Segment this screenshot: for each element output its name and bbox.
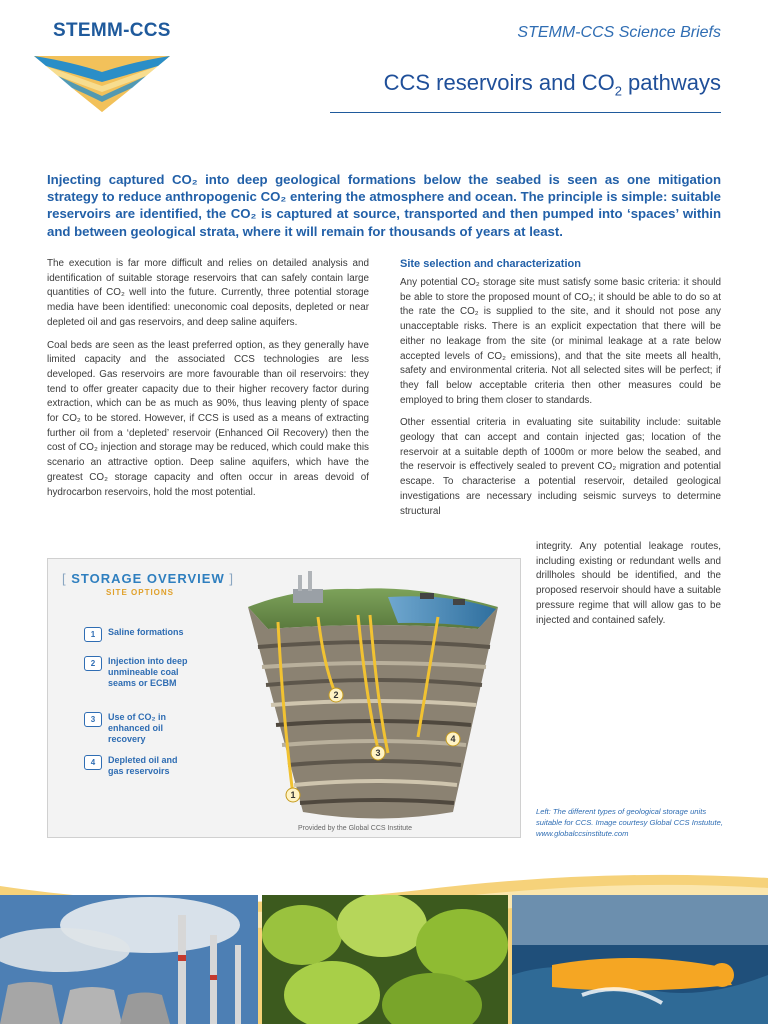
title-subscript: 2 bbox=[614, 83, 622, 99]
marker-3: 3 bbox=[375, 748, 381, 758]
option-1-label: Saline formations bbox=[108, 627, 184, 637]
header-rule bbox=[330, 112, 721, 113]
intro-text: Injecting captured CO₂ into deep geological formations below the seabed is seen as one mitigation strategy to reduce anthropogenic CO₂ entering the atmosphere and ocean. The principle is simple: suitable reservoirs are identified, the CO₂ is captured at source, transported and then pumped into ‘spaces’ within and between geological strata, where it will remain for thousands of years at least. bbox=[47, 172, 721, 239]
option-3-label: Use of CO₂ in enhanced oil recovery bbox=[108, 712, 167, 744]
intro-paragraph bbox=[47, 171, 721, 240]
marker-1: 1 bbox=[290, 790, 296, 800]
logo-text: STEMM-CCS bbox=[53, 20, 171, 41]
option-4-label: Depleted oil and gas reservoirs bbox=[108, 755, 178, 776]
figure-title-text: STORAGE OVERVIEW bbox=[71, 571, 225, 586]
figure-title: [ STORAGE OVERVIEW ] bbox=[62, 571, 234, 586]
right-column bbox=[400, 276, 721, 527]
figure-caption: Left: The different types of geological storage units suitable for CCS. Image courtesy Global CCS Instutute, www.globalccsinstitute.com bbox=[536, 807, 723, 838]
right-paragraph-1: Any potential CO₂ storage site must satisfy some basic criteria: it should be able to store the proposed mount of CO₂; it should be able to do so at the rate the CO₂ is supplied to the site, and it should not pose any unacceptable risks. There is an explicit expectation that there will be either no leakage from the site (or minimal leakage at a rate below accepted levels of CO₂ emissions), and that the site meets all health, safety and environmental criteria. Not all selected sites will be perfect; if they fall below acceptable criteria then other measures could be employed to bring them closer to standards. bbox=[400, 277, 721, 406]
right-paragraph-3: integrity. Any potential leakage routes, including existing or redundant wells and drillholes should be identified, and the proposed reservoir should have a suitable pressure regime that will allow gas to be injected and contained safely. bbox=[536, 541, 721, 626]
option-1-number: 1 bbox=[84, 627, 102, 642]
figure-subtitle: SITE OPTIONS bbox=[106, 588, 175, 597]
photo-underwater-vehicle bbox=[512, 895, 768, 1024]
left-paragraph-1: The execution is far more difficult and relies on detailed analysis and identification of suitable storage reservoirs that can safely contain large quantities of CO₂ well into the future. Currently, three potential storage media have been identified: uneconomic coal deposits, depleted or near depleted oil and gas reservoirs, and deep saline aquifers. bbox=[47, 258, 369, 328]
right-column-continuation bbox=[536, 540, 721, 628]
option-4-number: 4 bbox=[84, 755, 102, 770]
photo-leaves bbox=[262, 895, 508, 1024]
section-heading: Site selection and characterization bbox=[400, 258, 581, 270]
left-column bbox=[47, 257, 369, 508]
left-paragraph-2: Coal beds are seen as the least preferred option, as they generally have limited capacity and the associated CCS technologies are less developed. Gas reservoirs are more favourable than oil reservoirs: they tend to offer greater capacity due to their higher recovery factor during extraction, which can be as much as 90%, thus leaving plenty of space for CO₂ to be stored. However, if CCS is used as a means of extracting further oil from a ‘depleted’ reservoir (Enhanced Oil Recovery) then the cost of CO₂ injection and storage may be reduced, which could make this scenario an attractive option. Deep saline aquifers, which have the greatest CO₂ storage capacity and often occur in areas devoid of hydrocarbon reservoirs, hold the most potential. bbox=[47, 339, 369, 498]
title-main: CCS reservoirs and CO bbox=[383, 70, 615, 95]
geology-block-illustration bbox=[238, 567, 508, 832]
option-2-number: 2 bbox=[84, 656, 102, 671]
photo-power-station bbox=[0, 895, 258, 1024]
right-paragraph-2: Other essential criteria in evaluating site suitability include: suitable geology that can accept and contain injected gas; location of the reservoir at a suitable depth of 1000m or more below the seabed, and the reservoir is effectively sealed to prevent CO₂ migration and potential escape. To characterise a potential reservoir, detailed geological investigations are necessary including seismic surveys to determine structural bbox=[400, 417, 721, 517]
page-title bbox=[384, 70, 721, 98]
series-title: STEMM-CCS Science Briefs bbox=[517, 24, 721, 41]
figure-credit: Provided by the Global CCS Institute bbox=[298, 825, 413, 832]
option-2-label: Injection into deep unmineable coal seams or ECBM bbox=[108, 656, 188, 688]
marker-2: 2 bbox=[333, 690, 339, 700]
option-3-number: 3 bbox=[84, 712, 102, 727]
title-end: pathways bbox=[621, 70, 721, 95]
storage-overview-figure bbox=[47, 558, 521, 838]
marker-4: 4 bbox=[450, 734, 456, 744]
